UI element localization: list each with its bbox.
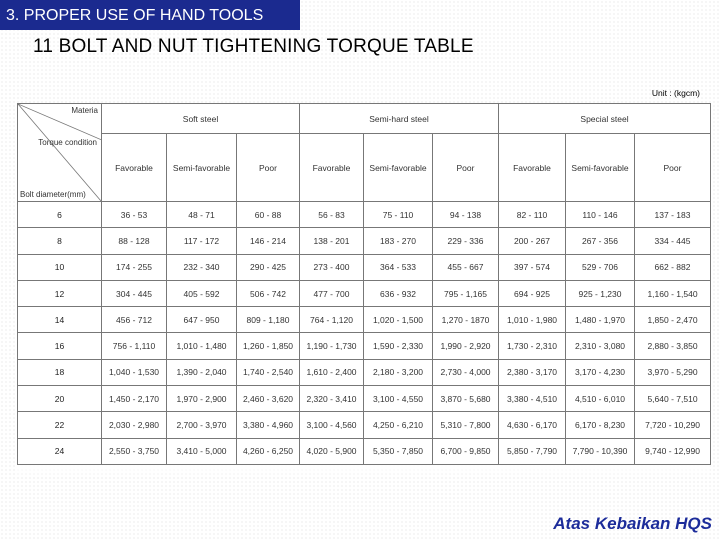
bolt-diameter-cell: 14 (18, 307, 102, 333)
table-row (18, 333, 711, 359)
torque-value-cell: 232 - 340 (167, 254, 237, 280)
torque-value-cell: 3,970 - 5,290 (635, 359, 711, 385)
torque-value-cell: 137 - 183 (635, 202, 711, 228)
torque-value-cell: 809 - 1,180 (237, 307, 300, 333)
torque-value-cell: 229 - 336 (433, 228, 499, 254)
torque-value-cell: 2,380 - 3,170 (499, 359, 566, 385)
condition-header: Semi-favorable (167, 134, 237, 202)
torque-value-cell: 4,260 - 6,250 (237, 438, 300, 464)
torque-value-cell: 2,460 - 3,620 (237, 386, 300, 412)
material-header-row (18, 104, 711, 134)
bolt-diameter-cell: 6 (18, 202, 102, 228)
condition-header: Poor (635, 134, 711, 202)
torque-value-cell: 5,350 - 7,850 (364, 438, 433, 464)
torque-value-cell: 88 - 128 (102, 228, 167, 254)
bolt-diameter-cell: 20 (18, 386, 102, 412)
table-fade (17, 465, 710, 479)
torque-value-cell: 4,510 - 6,010 (566, 386, 635, 412)
torque-value-cell: 200 - 267 (499, 228, 566, 254)
torque-value-cell: 334 - 445 (635, 228, 711, 254)
torque-value-cell: 1,850 - 2,470 (635, 307, 711, 333)
unit-label: Unit : (kgcm) (651, 88, 700, 98)
torque-value-cell: 662 - 882 (635, 254, 711, 280)
torque-value-cell: 3,870 - 5,680 (433, 386, 499, 412)
torque-value-cell: 4,630 - 6,170 (499, 412, 566, 438)
torque-value-cell: 2,880 - 3,850 (635, 333, 711, 359)
torque-value-cell: 756 - 1,110 (102, 333, 167, 359)
condition-header: Favorable (102, 134, 167, 202)
bolt-diameter-cell: 10 (18, 254, 102, 280)
torque-table (17, 103, 711, 465)
torque-value-cell: 2,700 - 3,970 (167, 412, 237, 438)
torque-value-cell: 75 - 110 (364, 202, 433, 228)
torque-value-cell: 48 - 71 (167, 202, 237, 228)
torque-value-cell: 1,390 - 2,040 (167, 359, 237, 385)
torque-value-cell: 2,320 - 3,410 (300, 386, 364, 412)
corner-label-torque: Torque condition (38, 138, 97, 147)
condition-header: Favorable (300, 134, 364, 202)
torque-value-cell: 2,030 - 2,980 (102, 412, 167, 438)
torque-value-cell: 647 - 950 (167, 307, 237, 333)
torque-table-body (18, 104, 711, 465)
table-row (18, 228, 711, 254)
torque-value-cell: 7,720 - 10,290 (635, 412, 711, 438)
torque-value-cell: 4,020 - 5,900 (300, 438, 364, 464)
torque-value-cell: 1,730 - 2,310 (499, 333, 566, 359)
torque-value-cell: 405 - 592 (167, 280, 237, 306)
torque-value-cell: 3,410 - 5,000 (167, 438, 237, 464)
torque-value-cell: 1,740 - 2,540 (237, 359, 300, 385)
torque-value-cell: 273 - 400 (300, 254, 364, 280)
torque-value-cell: 455 - 667 (433, 254, 499, 280)
torque-value-cell: 2,550 - 3,750 (102, 438, 167, 464)
torque-value-cell: 5,640 - 7,510 (635, 386, 711, 412)
table-row (18, 412, 711, 438)
table-row (18, 307, 711, 333)
torque-value-cell: 1,020 - 1,500 (364, 307, 433, 333)
corner-diagonal-lines (18, 104, 101, 201)
torque-value-cell: 267 - 356 (566, 228, 635, 254)
torque-value-cell: 3,100 - 4,550 (364, 386, 433, 412)
section-header (0, 0, 300, 30)
torque-value-cell: 304 - 445 (102, 280, 167, 306)
torque-value-cell: 1,040 - 1,530 (102, 359, 167, 385)
table-row (18, 386, 711, 412)
torque-value-cell: 1,190 - 1,730 (300, 333, 364, 359)
bolt-diameter-cell: 24 (18, 438, 102, 464)
condition-header: Poor (433, 134, 499, 202)
torque-value-cell: 764 - 1,120 (300, 307, 364, 333)
torque-value-cell: 1,970 - 2,900 (167, 386, 237, 412)
torque-value-cell: 1,450 - 2,170 (102, 386, 167, 412)
torque-value-cell: 60 - 88 (237, 202, 300, 228)
bolt-diameter-cell: 8 (18, 228, 102, 254)
condition-header-row (18, 134, 711, 202)
torque-value-cell: 138 - 201 (300, 228, 364, 254)
table-row (18, 359, 711, 385)
torque-value-cell: 1,480 - 1,970 (566, 307, 635, 333)
torque-value-cell: 290 - 425 (237, 254, 300, 280)
material-header-soft-steel: Soft steel (102, 104, 300, 134)
torque-value-cell: 146 - 214 (237, 228, 300, 254)
torque-value-cell: 183 - 270 (364, 228, 433, 254)
torque-value-cell: 110 - 146 (566, 202, 635, 228)
section-header-title: 3. PROPER USE OF HAND TOOLS (6, 7, 264, 24)
table-row (18, 280, 711, 306)
torque-value-cell: 1,270 - 1870 (433, 307, 499, 333)
torque-value-cell: 477 - 700 (300, 280, 364, 306)
slide-title: 11 BOLT AND NUT TIGHTENING TORQUE TABLE (33, 36, 474, 57)
condition-header: Semi-favorable (364, 134, 433, 202)
torque-value-cell: 2,180 - 3,200 (364, 359, 433, 385)
torque-value-cell: 6,700 - 9,850 (433, 438, 499, 464)
torque-value-cell: 925 - 1,230 (566, 280, 635, 306)
corner-label-material: Materia (71, 106, 98, 115)
footer-brand: Atas Kebaikan HQS (553, 514, 712, 533)
torque-value-cell: 117 - 172 (167, 228, 237, 254)
material-header-semi-hard-steel: Semi-hard steel (300, 104, 499, 134)
torque-value-cell: 2,730 - 4,000 (433, 359, 499, 385)
torque-value-cell: 795 - 1,165 (433, 280, 499, 306)
torque-value-cell: 3,380 - 4,960 (237, 412, 300, 438)
torque-value-cell: 2,310 - 3,080 (566, 333, 635, 359)
torque-value-cell: 94 - 138 (433, 202, 499, 228)
torque-value-cell: 6,170 - 8,230 (566, 412, 635, 438)
torque-value-cell: 506 - 742 (237, 280, 300, 306)
torque-value-cell: 36 - 53 (102, 202, 167, 228)
condition-header: Favorable (499, 134, 566, 202)
torque-value-cell: 529 - 706 (566, 254, 635, 280)
torque-value-cell: 3,170 - 4,230 (566, 359, 635, 385)
torque-value-cell: 1,610 - 2,400 (300, 359, 364, 385)
torque-value-cell: 1,160 - 1,540 (635, 280, 711, 306)
torque-value-cell: 397 - 574 (499, 254, 566, 280)
table-row (18, 254, 711, 280)
torque-value-cell: 3,380 - 4,510 (499, 386, 566, 412)
torque-value-cell: 3,100 - 4,560 (300, 412, 364, 438)
torque-value-cell: 82 - 110 (499, 202, 566, 228)
bolt-diameter-cell: 16 (18, 333, 102, 359)
torque-value-cell: 364 - 533 (364, 254, 433, 280)
table-row (18, 202, 711, 228)
torque-value-cell: 1,010 - 1,980 (499, 307, 566, 333)
torque-value-cell: 5,310 - 7,800 (433, 412, 499, 438)
torque-value-cell: 5,850 - 7,790 (499, 438, 566, 464)
bolt-diameter-cell: 18 (18, 359, 102, 385)
torque-value-cell: 456 - 712 (102, 307, 167, 333)
torque-value-cell: 7,790 - 10,390 (566, 438, 635, 464)
torque-value-cell: 4,250 - 6,210 (364, 412, 433, 438)
corner-label-bolt: Bolt diameter(mm) (20, 190, 86, 199)
torque-value-cell: 636 - 932 (364, 280, 433, 306)
condition-header: Semi-favorable (566, 134, 635, 202)
torque-value-cell: 174 - 255 (102, 254, 167, 280)
table-row (18, 438, 711, 464)
torque-value-cell: 1,010 - 1,480 (167, 333, 237, 359)
torque-value-cell: 56 - 83 (300, 202, 364, 228)
torque-value-cell: 1,260 - 1,850 (237, 333, 300, 359)
table-corner-cell (18, 104, 102, 202)
torque-table-container (17, 103, 710, 465)
material-header-special-steel: Special steel (499, 104, 711, 134)
torque-value-cell: 694 - 925 (499, 280, 566, 306)
torque-value-cell: 1,590 - 2,330 (364, 333, 433, 359)
bolt-diameter-cell: 12 (18, 280, 102, 306)
torque-value-cell: 9,740 - 12,990 (635, 438, 711, 464)
torque-value-cell: 1,990 - 2,920 (433, 333, 499, 359)
bolt-diameter-cell: 22 (18, 412, 102, 438)
condition-header: Poor (237, 134, 300, 202)
